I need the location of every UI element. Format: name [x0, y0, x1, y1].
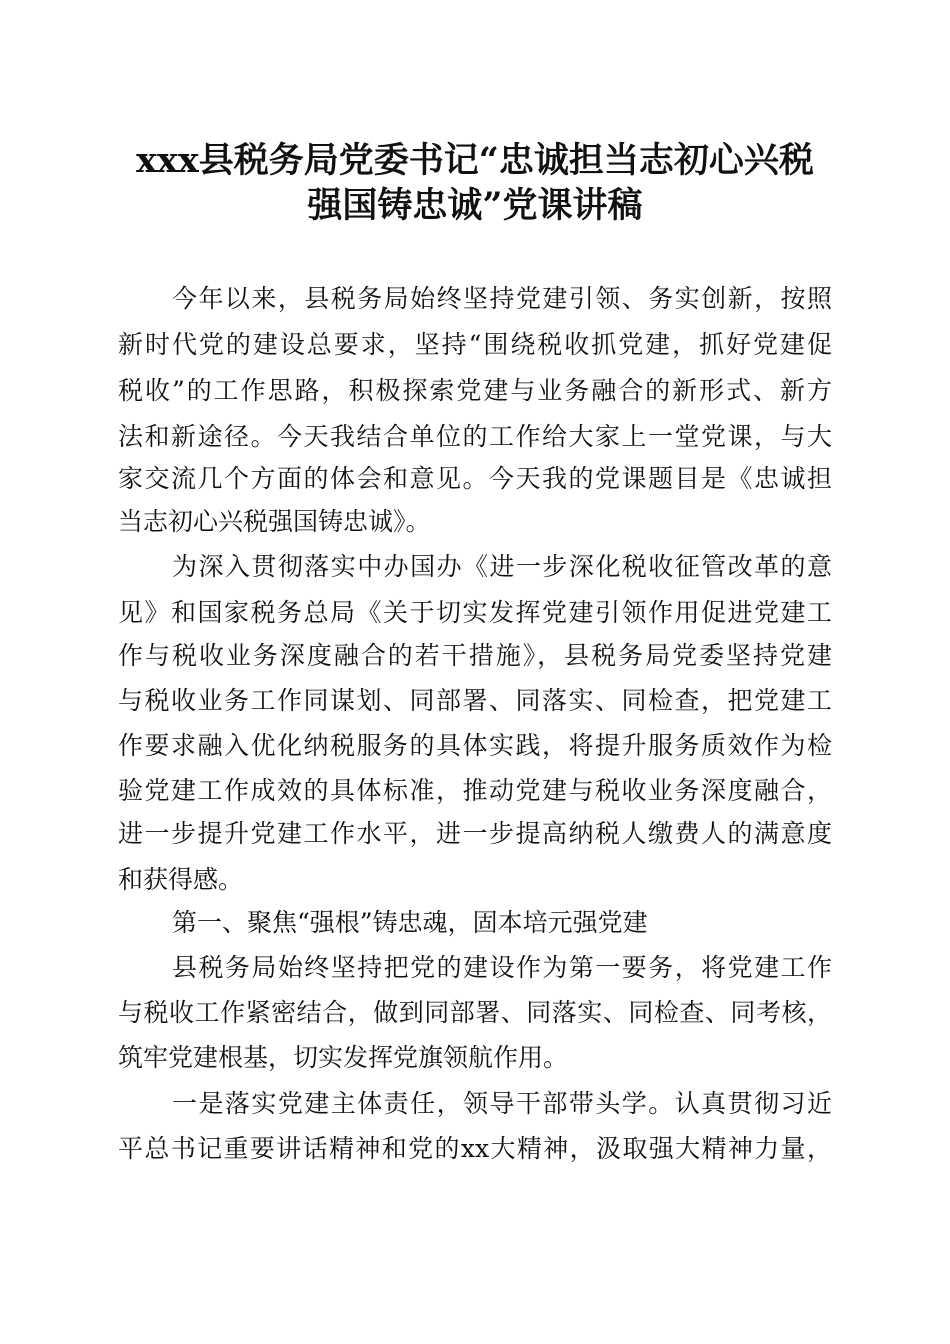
paragraph-line: 验党建工作成效的具体标准，推动党建与税收业务深度融合， [118, 776, 832, 805]
paragraph-line: 进一步提升党建工作水平，进一步提高纳税人缴费人的满意度 [118, 819, 832, 848]
paragraph-line: 为深入贯彻落实中办国办《进一步深化税收征管改革的意 [172, 552, 832, 581]
paragraph-line: 见》和国家税务总局《关于切实发挥党建引领作用促进党建工 [118, 598, 832, 627]
paragraph-line: 税收”的工作思路，积极探索党建与业务融合的新形式、新方 [118, 376, 832, 405]
paragraph-line: 当志初心兴税强国铸忠诚》。 [118, 507, 431, 536]
paragraph-line: 今年以来，县税务局始终坚持党建引领、务实创新，按照 [172, 284, 832, 313]
paragraph-line: 平总书记重要讲话精神和党的xx大精神，汲取强大精神力量， [118, 1134, 832, 1163]
paragraph-line: 与税收工作紧密结合，做到同部署、同落实、同检查、同考核， [118, 998, 832, 1027]
section-heading: 第一、聚焦“强根”铸忠魂，固本培元强党建 [172, 908, 648, 937]
paragraph-line: 一是落实党建主体责任，领导干部带头学。认真贯彻习近 [172, 1089, 832, 1118]
paragraph-line: 作要求融入优化纳税服务的具体实践，将提升服务质效作为检 [118, 731, 832, 760]
paragraph-line: 作与税收业务深度融合的若干措施》，县税务局党委坚持党建 [118, 641, 832, 670]
paragraph-line: 新时代党的建设总要求，坚持“围绕税收抓党建，抓好党建促 [118, 330, 832, 359]
paragraph-line: 县税务局始终坚持把党的建设作为第一要务，将党建工作 [172, 953, 832, 982]
paragraph-line: 法和新途径。今天我结合单位的工作给大家上一堂党课，与大 [118, 422, 832, 451]
document-title-line-1: xxx县税务局党委书记“忠诚担当志初心兴税 [136, 140, 814, 181]
paragraph-line: 家交流几个方面的体会和意见。今天我的党课题目是《忠诚担 [118, 464, 832, 493]
paragraph-line: 和获得感。 [118, 865, 244, 894]
document-title-line-2: 强国铸忠诚”党课讲稿 [307, 185, 643, 226]
paragraph-line: 筑牢党建根基，切实发挥党旗领航作用。 [118, 1043, 569, 1072]
paragraph-line: 与税收业务工作同谋划、同部署、同落实、同检查，把党建工 [118, 686, 832, 715]
